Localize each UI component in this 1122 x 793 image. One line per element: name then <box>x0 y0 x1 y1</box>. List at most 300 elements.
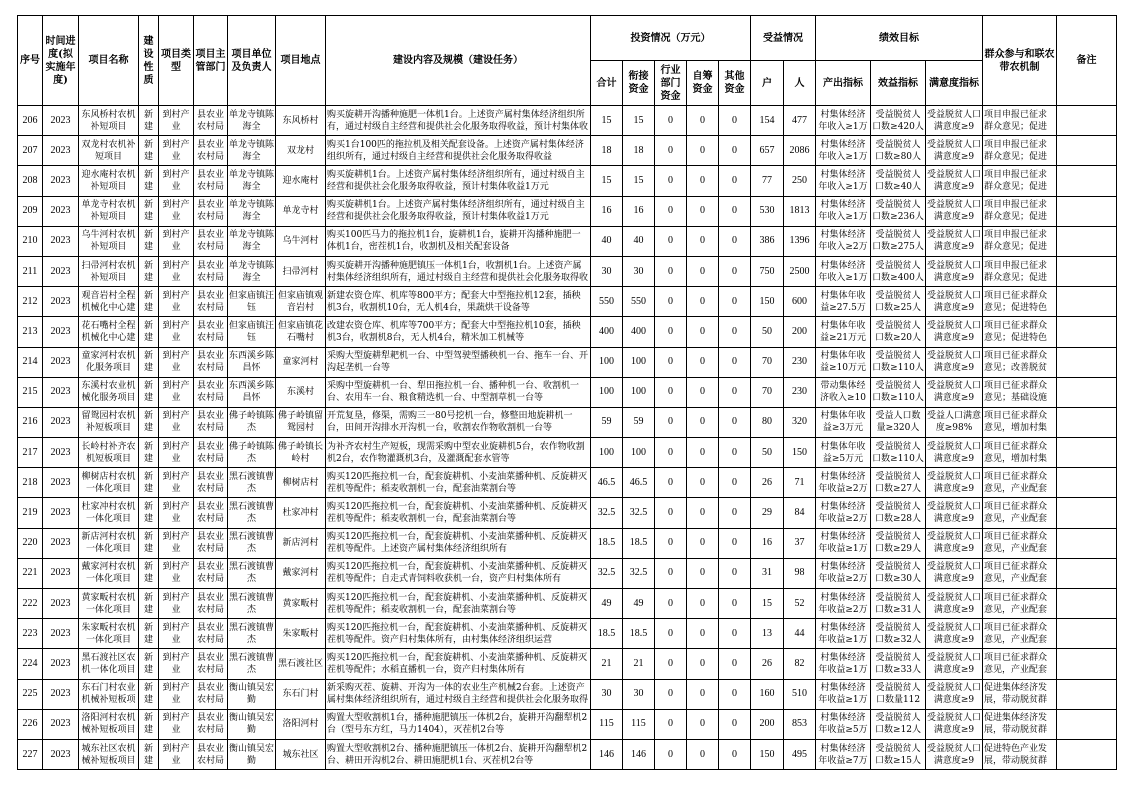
cell-total <box>591 558 623 588</box>
cell-industry-text: 0 <box>668 205 673 217</box>
cell-direct-text: 100 <box>631 356 646 368</box>
cell-households <box>751 166 784 196</box>
cell-households-text: 80 <box>762 416 773 428</box>
cell-type-text: 到村产业 <box>162 652 190 675</box>
cell-other <box>719 589 751 619</box>
cell-remark <box>1057 226 1117 256</box>
cell-direct <box>623 468 655 498</box>
cell-year <box>43 136 79 166</box>
cell-self-text: 0 <box>700 114 705 126</box>
cell-people <box>784 498 816 528</box>
cell-self <box>687 317 719 347</box>
cell-seq-text: 210 <box>22 235 38 247</box>
cell-nature-text: 新建 <box>143 441 153 464</box>
cell-other-text: 0 <box>732 657 738 669</box>
cell-unit-text: 单龙寺镇陈海全 <box>229 200 274 223</box>
cell-mass-text: 促进集体经济发展，带动脱贫群 <box>984 683 1048 706</box>
cell-total <box>591 196 623 226</box>
cell-other-text: 0 <box>732 205 738 217</box>
cell-seq <box>18 438 43 468</box>
cell-households-text: 154 <box>759 114 775 126</box>
cell-satisfaction-text: 受益脱贫人口满意度≥9 <box>927 200 982 223</box>
cell-other <box>719 347 751 377</box>
cell-satisfaction <box>926 256 983 286</box>
cell-unit-text: 衡山镇吴宏勤 <box>229 713 274 736</box>
cell-seq <box>18 468 43 498</box>
cell-mass-text: 项目申报已征求群众意见；促进 <box>984 230 1048 253</box>
cell-name-text: 柳树店村农机一体化项目 <box>81 471 136 494</box>
cell-satisfaction-text: 受益脱贫人口满意度≥9 <box>927 743 982 766</box>
cell-industry <box>655 709 687 739</box>
cell-households <box>751 196 784 226</box>
cell-mass-text: 项目申报已征求群众意见；促进 <box>984 169 1048 192</box>
cell-total <box>591 619 623 649</box>
cell-seq <box>18 739 43 769</box>
cell-mass <box>983 166 1057 196</box>
cell-industry-text: 0 <box>668 476 673 488</box>
cell-name <box>79 317 139 347</box>
cell-industry-text: 0 <box>668 748 673 760</box>
table-row <box>18 166 1117 196</box>
cell-effect-text: 受益脱贫人口数≥275人 <box>872 230 924 253</box>
cell-name <box>79 739 139 769</box>
cell-name <box>79 106 139 136</box>
cell-mass <box>983 347 1057 377</box>
cell-output-text: 村集体经济年收益≥1万 <box>818 622 868 645</box>
cell-other <box>719 709 751 739</box>
cell-people <box>784 347 816 377</box>
cell-unit-text: 单龙寺镇陈海全 <box>229 109 274 132</box>
cell-satisfaction-text: 受益脱贫人口满意度≥9 <box>927 109 982 132</box>
cell-nature-text: 新建 <box>143 290 153 313</box>
header-year: 时间进度(拟实施年度) <box>43 16 79 106</box>
cell-effect-text: 受益脱贫人口数≥27人 <box>875 471 922 494</box>
cell-mass-text: 项目申报已征求群众意见；促进 <box>984 260 1048 283</box>
cell-seq <box>18 166 43 196</box>
cell-satisfaction-text: 受益脱贫人口满意度≥9 <box>927 351 982 374</box>
cell-self <box>687 739 719 769</box>
cell-self <box>687 589 719 619</box>
cell-nature-text: 新建 <box>143 592 153 615</box>
cell-total <box>591 256 623 286</box>
cell-households <box>751 498 784 528</box>
cell-content <box>326 679 591 709</box>
cell-seq-text: 219 <box>22 507 38 519</box>
cell-direct <box>623 256 655 286</box>
cell-self-text: 0 <box>700 748 705 760</box>
cell-content <box>326 468 591 498</box>
cell-people <box>784 106 816 136</box>
cell-direct <box>623 498 655 528</box>
cell-year <box>43 619 79 649</box>
cell-seq-text: 224 <box>22 657 38 669</box>
cell-dept-text: 县农业农村局 <box>196 230 224 253</box>
cell-type-text: 到村产业 <box>162 471 190 494</box>
cell-year-text: 2023 <box>50 627 71 639</box>
cell-dept-text: 县农业农村局 <box>196 592 224 615</box>
cell-unit <box>228 196 276 226</box>
cell-people <box>784 468 816 498</box>
table-row <box>18 468 1117 498</box>
cell-remark <box>1057 619 1117 649</box>
cell-output <box>816 287 871 317</box>
cell-content <box>326 739 591 769</box>
cell-type <box>159 709 194 739</box>
cell-self <box>687 196 719 226</box>
cell-other-text: 0 <box>732 507 738 519</box>
cell-remark <box>1057 528 1117 558</box>
cell-other <box>719 256 751 286</box>
cell-other-text: 0 <box>732 688 738 700</box>
cell-output <box>816 679 871 709</box>
cell-year-text: 2023 <box>50 174 71 186</box>
cell-satisfaction-text: 受益脱贫人口满意度≥9 <box>927 441 982 464</box>
cell-other-text: 0 <box>732 386 738 398</box>
cell-unit <box>228 166 276 196</box>
header-remark: 备注 <box>1057 16 1117 106</box>
cell-mass <box>983 287 1057 317</box>
cell-remark <box>1057 498 1117 528</box>
table-row <box>18 558 1117 588</box>
cell-output-text: 村集体经济年收入≥1万 <box>818 139 868 162</box>
cell-type-text: 到村产业 <box>162 592 190 615</box>
header-dept: 项目主管部门 <box>194 16 228 106</box>
cell-nature <box>139 377 159 407</box>
cell-other-text: 0 <box>732 325 738 337</box>
cell-total-text: 15 <box>601 114 612 126</box>
cell-dept-text: 县农业农村局 <box>196 290 224 313</box>
cell-self <box>687 377 719 407</box>
cell-nature <box>139 347 159 377</box>
cell-satisfaction <box>926 347 983 377</box>
cell-industry <box>655 589 687 619</box>
cell-satisfaction <box>926 287 983 317</box>
cell-households-text: 160 <box>759 688 775 700</box>
cell-effect-text: 受益脱贫人口数≥420人 <box>872 109 924 132</box>
cell-dept <box>194 226 228 256</box>
cell-mass-text: 项目已征求群众意见；促进特色 <box>984 290 1048 313</box>
cell-direct <box>623 226 655 256</box>
cell-year-text: 2023 <box>50 688 71 700</box>
cell-unit <box>228 136 276 166</box>
cell-effect-text: 受益脱贫人口数≥110人 <box>872 351 924 374</box>
cell-content <box>326 166 591 196</box>
cell-self-text: 0 <box>700 627 705 639</box>
cell-other-text: 0 <box>732 265 738 277</box>
cell-year <box>43 468 79 498</box>
cell-nature-text: 新建 <box>143 502 153 525</box>
cell-satisfaction <box>926 196 983 226</box>
cell-place-text: 单龙寺村 <box>282 206 319 217</box>
cell-dept-text: 县农业农村局 <box>196 320 224 343</box>
cell-type-text: 到村产业 <box>162 441 190 464</box>
cell-other-text: 0 <box>732 416 738 428</box>
cell-content-text: 采购中型旋耕机一台、犁田拖拉机一台、播种机一台、收割机一台、农用车一台、粮食精选机一台、中型割草机一台等 <box>327 381 580 404</box>
cell-direct-text: 100 <box>631 446 646 458</box>
cell-effect-text: 受益脱贫人口数≥30人 <box>875 562 922 585</box>
cell-direct <box>623 287 655 317</box>
cell-dept <box>194 377 228 407</box>
cell-households <box>751 317 784 347</box>
cell-mass-text: 项目已征求群众意见，产业配套 <box>984 622 1048 645</box>
cell-direct <box>623 528 655 558</box>
cell-mass <box>983 558 1057 588</box>
cell-name <box>79 196 139 226</box>
cell-dept-text: 县农业农村局 <box>196 713 224 736</box>
cell-nature <box>139 468 159 498</box>
cell-households-text: 70 <box>762 356 773 368</box>
cell-industry-text: 0 <box>668 325 673 337</box>
header-direct: 衔接资金 <box>623 61 655 106</box>
cell-industry-text: 0 <box>668 597 673 609</box>
table-row <box>18 377 1117 407</box>
cell-effect-text: 受益脱贫人口数≥40人 <box>875 169 922 192</box>
cell-nature-text: 新建 <box>143 532 153 555</box>
table-row <box>18 317 1117 347</box>
cell-output-text: 带动集体经济收入≥10 <box>820 381 867 404</box>
cell-households <box>751 256 784 286</box>
cell-output <box>816 377 871 407</box>
header-invest: 投资情况（万元） <box>591 16 751 61</box>
cell-seq-text: 221 <box>22 567 38 579</box>
cell-people <box>784 287 816 317</box>
cell-content-text: 购买100匹马力的拖拉机1台，旋耕机1台，旋耕开沟播种施肥一体机1台，密茬机1台，收割机及相关配套设备 <box>327 230 581 253</box>
cell-content <box>326 226 591 256</box>
cell-unit-text: 佛子岭镇陈杰 <box>229 441 274 464</box>
cell-other-text: 0 <box>732 718 738 730</box>
cell-people-text: 230 <box>792 356 808 368</box>
cell-mass <box>983 438 1057 468</box>
cell-satisfaction <box>926 106 983 136</box>
project-table <box>17 15 1117 770</box>
cell-place <box>276 106 326 136</box>
cell-total-text: 400 <box>599 325 614 337</box>
cell-unit-text: 黑石渡镇曹杰 <box>229 502 274 525</box>
cell-unit-text: 单龙寺镇陈海全 <box>229 169 274 192</box>
cell-self-text: 0 <box>700 476 705 488</box>
cell-households-text: 16 <box>762 537 773 549</box>
cell-effect-text: 受益脱贫人口数≥29人 <box>875 532 922 555</box>
cell-year-text: 2023 <box>50 476 71 488</box>
cell-year-text: 2023 <box>50 718 71 730</box>
cell-mass-text: 促进特色产业发展，带动脱贫群 <box>984 743 1048 766</box>
cell-people <box>784 438 816 468</box>
cell-nature-text: 新建 <box>143 169 153 192</box>
cell-unit <box>228 468 276 498</box>
cell-people-text: 52 <box>794 597 805 609</box>
cell-type <box>159 528 194 558</box>
cell-year <box>43 226 79 256</box>
cell-seq <box>18 679 43 709</box>
cell-industry-text: 0 <box>668 718 673 730</box>
cell-self-text: 0 <box>700 386 705 398</box>
cell-name-text: 乌牛河村农机补短项目 <box>81 230 136 253</box>
cell-direct-text: 18 <box>633 144 644 156</box>
cell-other <box>719 377 751 407</box>
cell-year <box>43 649 79 679</box>
cell-name <box>79 226 139 256</box>
cell-year <box>43 317 79 347</box>
cell-other <box>719 679 751 709</box>
cell-unit <box>228 589 276 619</box>
cell-content-text: 购买120匹拖拉机一台，配套旋耕机、小麦油菜播种机、反旋耕灭茬机等配件；水稻直播机一台，资产归村集体所有 <box>327 652 588 675</box>
cell-satisfaction <box>926 589 983 619</box>
cell-direct-text: 18.5 <box>629 537 648 549</box>
cell-total-text: 18.5 <box>597 627 616 639</box>
table-row <box>18 739 1117 769</box>
cell-nature-text: 新建 <box>143 260 153 283</box>
header-place: 项目地点 <box>276 16 326 106</box>
cell-name-text: 黑石渡社区农机一体化项目 <box>81 652 136 675</box>
cell-industry-text: 0 <box>668 537 673 549</box>
cell-nature-text: 新建 <box>143 200 153 223</box>
cell-total <box>591 166 623 196</box>
cell-satisfaction-text: 受益脱贫人口满意度≥9 <box>927 532 982 555</box>
cell-type-text: 到村产业 <box>162 683 190 706</box>
cell-remark <box>1057 166 1117 196</box>
cell-nature <box>139 498 159 528</box>
cell-industry-text: 0 <box>668 114 673 126</box>
cell-output <box>816 709 871 739</box>
cell-name <box>79 558 139 588</box>
cell-people-text: 2500 <box>789 265 810 277</box>
cell-industry <box>655 468 687 498</box>
cell-mass-text: 项目已征求群众意见，产业配套 <box>984 652 1048 675</box>
cell-unit-text: 单龙寺镇陈海全 <box>229 139 274 162</box>
cell-unit <box>228 739 276 769</box>
cell-type <box>159 407 194 437</box>
cell-nature <box>139 106 159 136</box>
cell-unit <box>228 256 276 286</box>
cell-content <box>326 528 591 558</box>
cell-place <box>276 407 326 437</box>
cell-total-text: 100 <box>599 356 614 368</box>
cell-output-text: 村集体经济年收益≥5万 <box>818 713 868 736</box>
cell-content <box>326 106 591 136</box>
cell-people-text: 853 <box>792 718 808 730</box>
cell-type <box>159 679 194 709</box>
cell-name-text: 朱家畈村农机一体化项目 <box>81 622 136 645</box>
cell-name-text: 童家河村农机化服务项目 <box>81 351 136 374</box>
cell-mass-text: 项目申报已征求群众意见；促进 <box>984 200 1048 223</box>
cell-direct-text: 16 <box>633 205 644 217</box>
cell-seq <box>18 558 43 588</box>
cell-nature-text: 新建 <box>143 230 153 253</box>
cell-other <box>719 649 751 679</box>
cell-industry <box>655 649 687 679</box>
cell-mass-text: 项目已征求群众意见，产业配套 <box>984 471 1048 494</box>
cell-households <box>751 709 784 739</box>
cell-total-text: 146 <box>599 748 614 760</box>
cell-type-text: 到村产业 <box>162 532 190 555</box>
cell-unit <box>228 528 276 558</box>
cell-year-text: 2023 <box>50 567 71 579</box>
cell-type <box>159 196 194 226</box>
cell-industry <box>655 739 687 769</box>
cell-satisfaction-text: 受益脱贫人口满意度≥9 <box>927 169 982 192</box>
cell-output-text: 村集体年收益≥21万元 <box>820 320 867 343</box>
cell-type-text: 到村产业 <box>162 743 190 766</box>
cell-remark <box>1057 317 1117 347</box>
cell-unit <box>228 438 276 468</box>
cell-direct-text: 40 <box>633 235 644 247</box>
cell-type-text: 到村产业 <box>162 381 190 404</box>
cell-households-text: 386 <box>759 235 775 247</box>
cell-total <box>591 347 623 377</box>
cell-unit-text: 单龙寺镇陈海全 <box>229 260 274 283</box>
cell-dept <box>194 347 228 377</box>
cell-seq-text: 216 <box>22 416 38 428</box>
cell-type <box>159 468 194 498</box>
cell-type-text: 到村产业 <box>162 290 190 313</box>
cell-remark <box>1057 468 1117 498</box>
cell-other-text: 0 <box>732 476 738 488</box>
cell-mass <box>983 196 1057 226</box>
cell-self-text: 0 <box>700 235 705 247</box>
cell-remark <box>1057 589 1117 619</box>
cell-output-text: 村集体年收益≥5万元 <box>820 441 866 464</box>
cell-content <box>326 619 591 649</box>
cell-content-text: 购买120匹拖拉机一台，配套旋耕机、小麦油菜播种机、反旋耕灭茬机等配件；稻麦收割机一台，配套油菜割台等 <box>327 502 588 525</box>
cell-people <box>784 679 816 709</box>
cell-effect <box>871 407 926 437</box>
cell-people-text: 477 <box>792 114 808 126</box>
cell-people-text: 320 <box>792 416 808 428</box>
cell-self <box>687 679 719 709</box>
cell-households-text: 200 <box>759 718 775 730</box>
cell-other-text: 0 <box>732 748 738 760</box>
cell-satisfaction <box>926 558 983 588</box>
cell-seq-text: 215 <box>22 386 38 398</box>
cell-people <box>784 196 816 226</box>
cell-content-text: 新采购灭茬、旋耕、开沟为一体的农业生产机械2台套。上述资产属村集体经济组织所有，通过村级自主经营和提供社会化服务取得 <box>327 683 589 706</box>
cell-people <box>784 709 816 739</box>
cell-place <box>276 498 326 528</box>
cell-unit <box>228 287 276 317</box>
cell-direct-text: 32.5 <box>629 507 648 519</box>
cell-industry-text: 0 <box>668 174 673 186</box>
cell-year <box>43 679 79 709</box>
cell-households <box>751 226 784 256</box>
cell-self <box>687 619 719 649</box>
cell-self <box>687 166 719 196</box>
cell-unit-text: 衡山镇吴宏勤 <box>229 743 274 766</box>
cell-effect-text: 受益脱贫人口数≥110人 <box>872 441 924 464</box>
cell-remark <box>1057 649 1117 679</box>
cell-self-text: 0 <box>700 295 705 307</box>
cell-place-text: 柳树店村 <box>282 477 319 488</box>
cell-direct-text: 59 <box>633 416 644 428</box>
cell-mass-text: 项目已征求群众意见，产业配套 <box>984 502 1048 525</box>
cell-dept-text: 县农业农村局 <box>196 562 224 585</box>
cell-year <box>43 407 79 437</box>
cell-type <box>159 649 194 679</box>
cell-industry <box>655 528 687 558</box>
cell-mass <box>983 739 1057 769</box>
cell-unit-text: 衡山镇吴宏勤 <box>229 683 274 706</box>
cell-year <box>43 256 79 286</box>
cell-households-text: 750 <box>759 265 775 277</box>
cell-satisfaction-text: 受益人口满意度≥98% <box>927 411 982 434</box>
cell-nature-text: 新建 <box>143 471 153 494</box>
cell-satisfaction <box>926 166 983 196</box>
cell-output-text: 村集体经济年收益≥2万 <box>818 592 868 615</box>
cell-content <box>326 438 591 468</box>
cell-dept <box>194 619 228 649</box>
table-row <box>18 136 1117 166</box>
cell-effect-text: 受益脱贫人口数≥400人 <box>872 260 924 283</box>
cell-direct-text: 30 <box>633 688 644 700</box>
